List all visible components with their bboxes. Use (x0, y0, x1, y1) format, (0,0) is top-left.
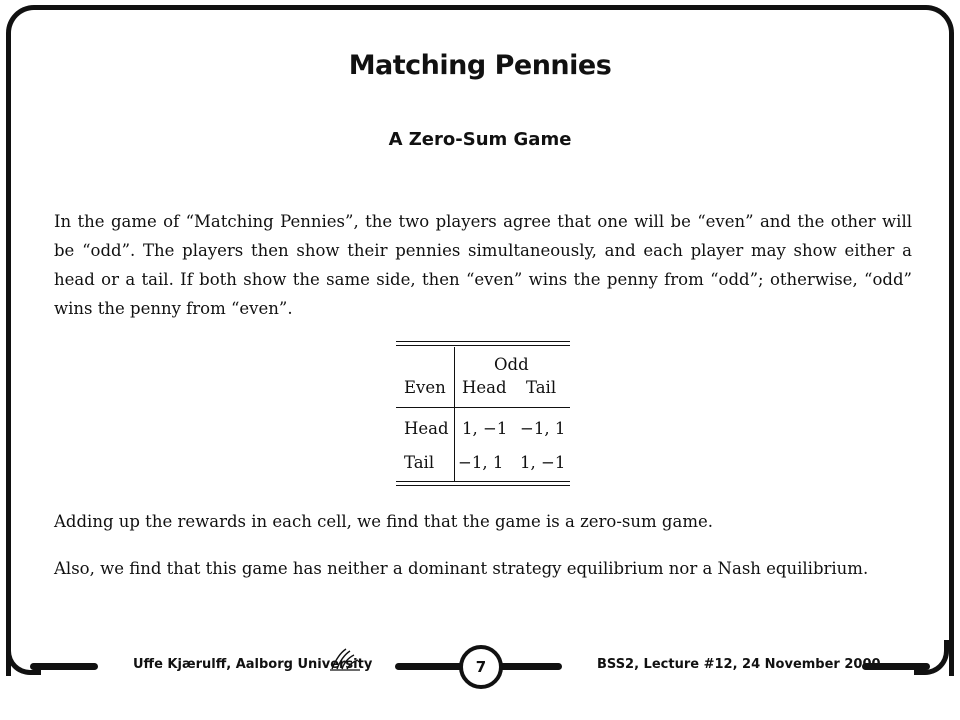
cell-head-tail: −1, 1 (520, 419, 566, 438)
table-bottom-rule-2 (396, 485, 570, 486)
row-label-head: Head (404, 419, 449, 438)
row-player-label: Even (404, 378, 446, 397)
university-logo-icon (328, 645, 362, 673)
cell-head-head: 1, −1 (462, 419, 508, 438)
table-top-rule (396, 341, 570, 342)
col-header-head: Head (462, 378, 507, 397)
slide-title: Matching Pennies (348, 50, 612, 81)
page-number (459, 645, 503, 689)
footer-rule-mid-left (395, 663, 463, 670)
payoff-table (396, 341, 570, 486)
intro-paragraph: In the game of “Matching Pennies”, the two players agree that one will be “even” and the other will be “odd”. The players then show their pennies simultaneously, and each player may show either a head or a tail. If both show the same side, then “even” wins the penny from “odd”; otherwise, “odd” wins the penny from “even”. (54, 212, 912, 318)
col-player-label: Odd (494, 355, 529, 374)
row-label-tail: Tail (404, 453, 435, 472)
footer-rule-mid-right (494, 663, 562, 670)
table-top-rule-2 (396, 345, 570, 346)
col-header-tail: Tail (526, 378, 557, 397)
footer-rule-left (30, 663, 98, 670)
footer-author: Uffe Kjærulff, Aalborg University (133, 657, 373, 672)
table-vertical-rule (454, 347, 455, 482)
cell-tail-tail: 1, −1 (520, 453, 566, 472)
equilibrium-sentence: Also, we find that this game has neither a dominant strategy equilibrium nor a Nash equilibrium. (54, 559, 869, 578)
slide-subtitle: A Zero-Sum Game (388, 129, 572, 150)
zero-sum-sentence: Adding up the rewards in each cell, we find that the game is a zero-sum game. (54, 512, 713, 531)
footer-lecture: BSS2, Lecture #12, 24 November 2000 (597, 657, 881, 672)
table-bottom-rule (396, 481, 570, 482)
cell-tail-head: −1, 1 (458, 453, 504, 472)
table-mid-rule (396, 407, 570, 408)
page-number-text: 7 (475, 658, 487, 676)
